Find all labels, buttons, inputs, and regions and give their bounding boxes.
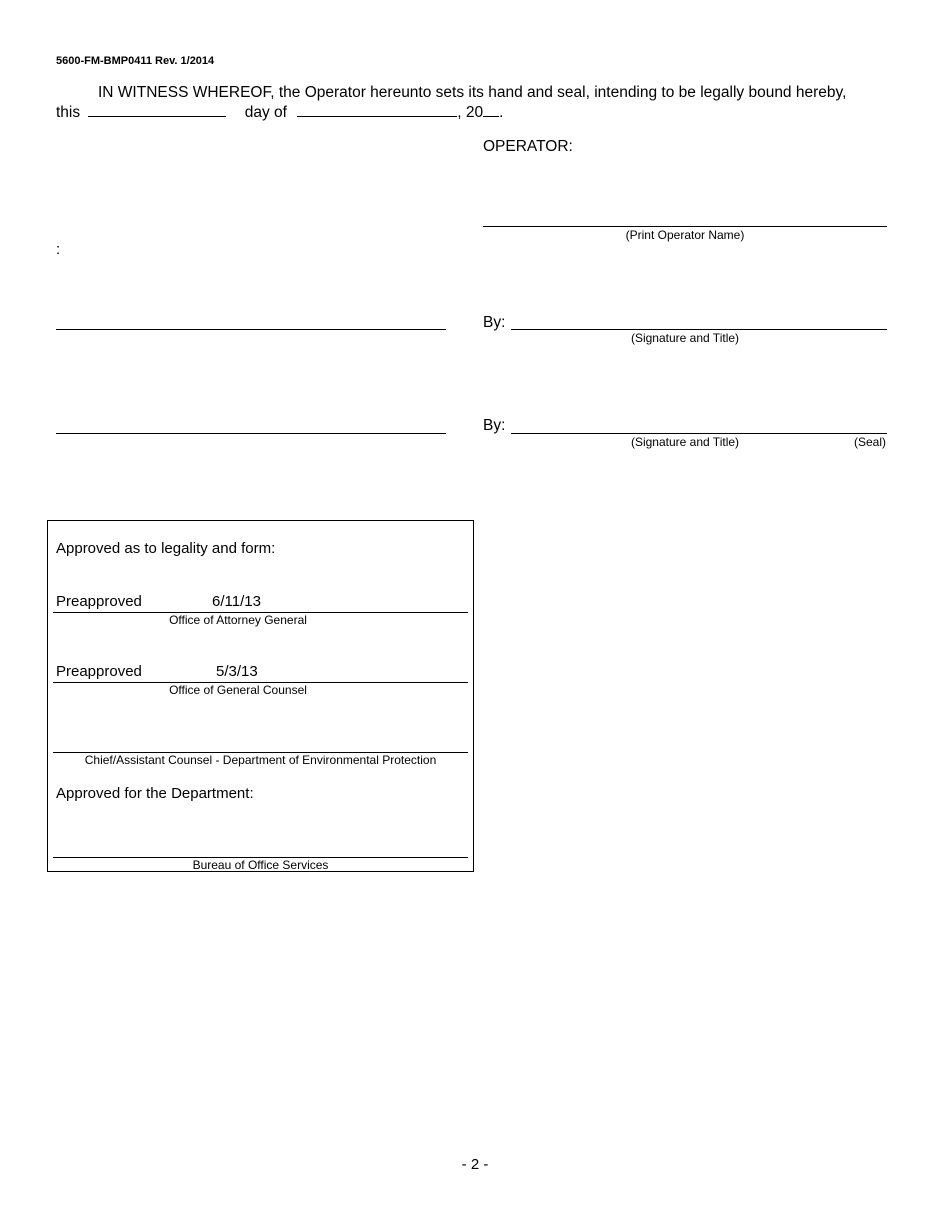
by-label-2: By: [483, 417, 506, 434]
attest-signature-line-2[interactable] [56, 433, 446, 434]
day-blank-field[interactable] [88, 102, 226, 117]
attest-signature-line-1[interactable] [56, 329, 446, 330]
witness-clause-text: IN WITNESS WHEREOF, the Operator hereunto sets its hand and seal, intending to be legally bound hereby, [98, 84, 847, 101]
department-approval-heading: Approved for the Department: [56, 785, 254, 802]
year-prefix: , 20 [457, 104, 484, 121]
month-blank-field[interactable] [297, 102, 457, 117]
by-label-1: By: [483, 314, 506, 331]
sentence-period: . [499, 104, 504, 121]
year-blank-field[interactable] [483, 102, 499, 117]
general-counsel-status: Preapproved [56, 663, 142, 680]
print-operator-name-caption: (Print Operator Name) [625, 228, 745, 242]
page-number: - 2 - [461, 1156, 489, 1173]
operator-name-line[interactable] [483, 226, 887, 227]
operator-signature-line-1[interactable] [511, 329, 887, 330]
general-counsel-date: 5/3/13 [216, 663, 258, 680]
attorney-general-caption: Office of Attorney General [169, 613, 307, 627]
approval-box [47, 520, 474, 872]
attest-colon: : [56, 241, 61, 258]
form-identifier: 5600-FM-BMP0411 Rev. 1/2014 [56, 55, 215, 67]
operator-signature-line-2[interactable] [511, 433, 887, 434]
witness-date-line [56, 102, 503, 122]
attorney-general-status: Preapproved [56, 593, 142, 610]
operator-label: OPERATOR: [483, 138, 573, 155]
attorney-general-date: 6/11/13 [212, 593, 261, 610]
signature-title-caption-2: (Signature and Title) [630, 435, 740, 449]
bureau-caption: Bureau of Office Services [192, 858, 329, 872]
seal-label: (Seal) [854, 435, 887, 449]
day-of-label: day of [244, 104, 287, 121]
general-counsel-caption: Office of General Counsel [169, 683, 307, 697]
chief-counsel-caption: Chief/Assistant Counsel - Department of Environmental Protection [84, 753, 437, 767]
signature-title-caption-1: (Signature and Title) [630, 331, 740, 345]
approval-legality-heading: Approved as to legality and form: [56, 540, 276, 557]
this-label: this [56, 104, 81, 121]
